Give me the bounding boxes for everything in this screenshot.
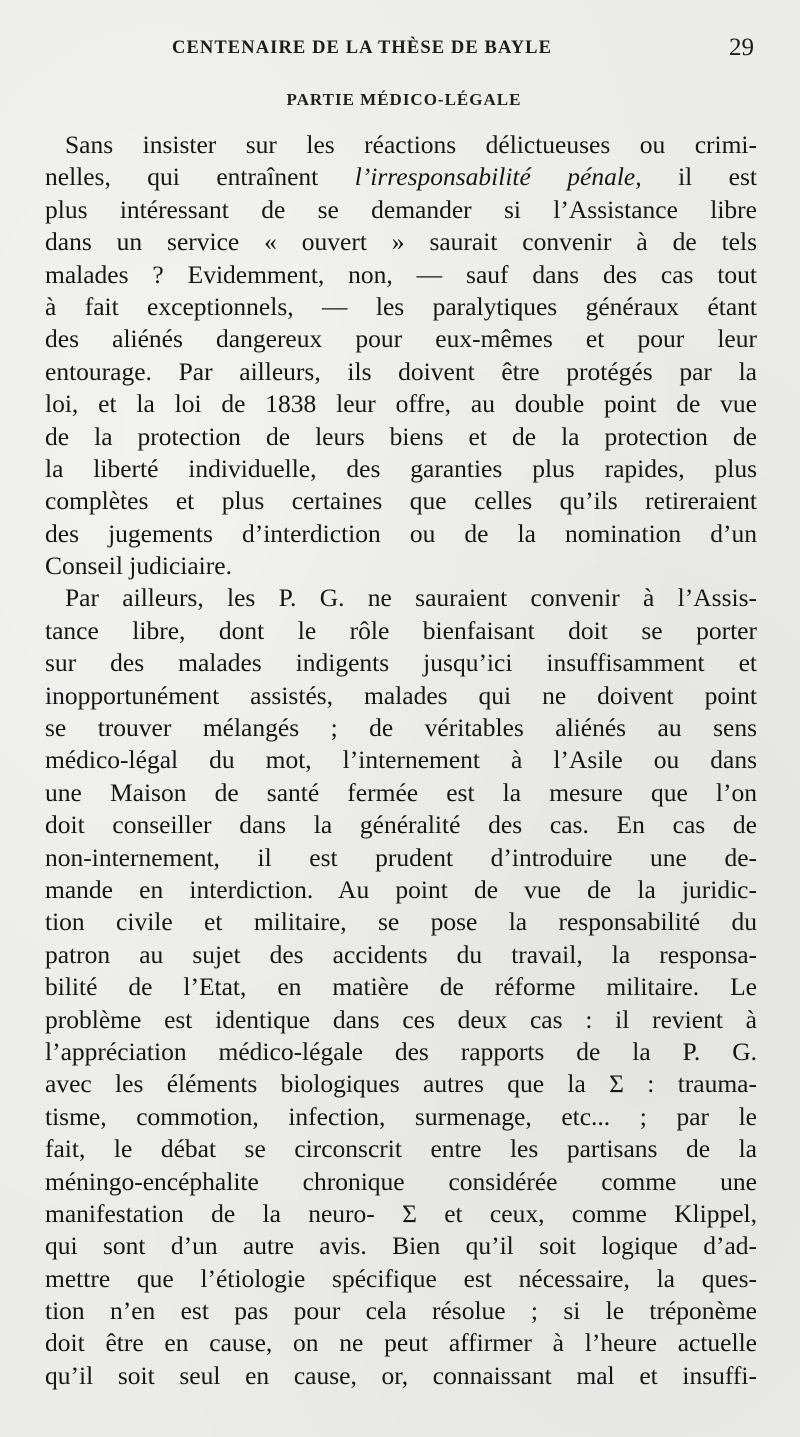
- text-line: qu’il soit seul en cause, or, connaissant mal et insuffi-: [45, 1360, 757, 1390]
- running-title: CENTENAIRE DE LA THÈSE DE BAYLE: [172, 38, 553, 58]
- text-line: complètes et plus certaines que celles qu’ils retireraient: [45, 486, 757, 516]
- text-line: une Maison de santé fermée est la mesure que l’on: [45, 777, 757, 807]
- text-line: doit être en cause, on ne peut affirmer à l’heure actuelle: [45, 1328, 757, 1358]
- text-line: qui sont d’un autre avis. Bien qu’il soit logique d’ad-: [45, 1231, 757, 1261]
- text-line: tisme, commotion, infection, surmenage, etc... ; par le: [45, 1101, 757, 1131]
- text-line: mettre que l’étiologie spécifique est nécessaire, la ques-: [45, 1263, 757, 1293]
- text-line: Par ailleurs, les P. G. ne sauraient convenir à l’Assis-: [65, 583, 757, 613]
- text-line: se trouver mélangés ; de véritables aliénés au sens: [45, 713, 757, 743]
- text-line: médico-légal du mot, l’internement à l’Asile ou dans: [45, 745, 757, 775]
- text-line: doit conseiller dans la généralité des cas. En cas de: [45, 810, 757, 840]
- text-line: fait, le débat se circonscrit entre les partisans de la: [45, 1134, 757, 1164]
- text-line: la liberté individuelle, des garanties plus rapides, plus: [45, 453, 757, 483]
- running-header: [0, 34, 800, 66]
- text-line: bilité de l’Etat, en matière de réforme militaire. Le: [45, 972, 757, 1002]
- text-line: manifestation de la neuro- Σ et ceux, comme Klippel,: [45, 1198, 757, 1228]
- text-line: Conseil judiciaire.: [45, 551, 232, 581]
- text-line: de la protection de leurs biens et de la protection de: [45, 421, 757, 451]
- text-line: inopportunément assistés, malades qui ne doivent point: [45, 680, 757, 710]
- text-line: tance libre, dont le rôle bienfaisant doit se porter: [45, 615, 757, 645]
- text-line: Sans insister sur les réactions délictueuses ou crimi-: [65, 130, 757, 159]
- text-line: loi, et la loi de 1838 leur offre, au double point de vue: [45, 389, 757, 419]
- text-line: [45, 161, 757, 193]
- text-line: avec les éléments biologiques autres que la Σ : trauma-: [45, 1069, 757, 1099]
- page-number: 29: [729, 34, 754, 61]
- text-line: tion n’en est pas pour cela résolue ; si le tréponème: [45, 1296, 757, 1326]
- text-line: plus intéressant de se demander si l’Assistance libre: [45, 194, 757, 224]
- text-line: sur des malades indigents jusqu’ici insuffisamment et: [45, 648, 757, 678]
- body-text: [45, 129, 757, 1392]
- text-line: dans un service « ouvert » saurait convenir à de tels: [45, 227, 757, 257]
- text-fragment: il est: [641, 162, 757, 192]
- text-line: mande en interdiction. Au point de vue de la juridic-: [45, 874, 757, 904]
- text-line: patron au sujet des accidents du travail, la responsa-: [45, 939, 757, 969]
- text-line: méningo-encéphalite chronique considérée comme une: [45, 1166, 757, 1196]
- italic-phrase: l’irresponsabilité pénale,: [354, 162, 642, 192]
- text-line: à fait exceptionnels, — les paralytiques généraux étant: [45, 291, 757, 321]
- text-line: des jugements d’interdiction ou de la nomination d’un: [45, 518, 757, 548]
- text-line: non-internement, il est prudent d’introduire une de-: [45, 842, 757, 872]
- text-line: malades ? Evidemment, non, — sauf dans des cas tout: [45, 259, 757, 289]
- text-line: problème est identique dans ces deux cas : il revient à: [45, 1004, 757, 1034]
- section-heading: PARTIE MÉDICO-LÉGALE: [286, 90, 522, 109]
- text-line: des aliénés dangereux pour eux-mêmes et pour leur: [45, 324, 757, 354]
- text-line: tion civile et militaire, se pose la responsabilité du: [45, 907, 757, 937]
- text-line: entourage. Par ailleurs, ils doivent être protégés par la: [45, 356, 757, 386]
- text-fragment: nelles, qui entraînent: [45, 162, 355, 192]
- text-line: l’appréciation médico-légale des rapports de la P. G.: [45, 1036, 757, 1066]
